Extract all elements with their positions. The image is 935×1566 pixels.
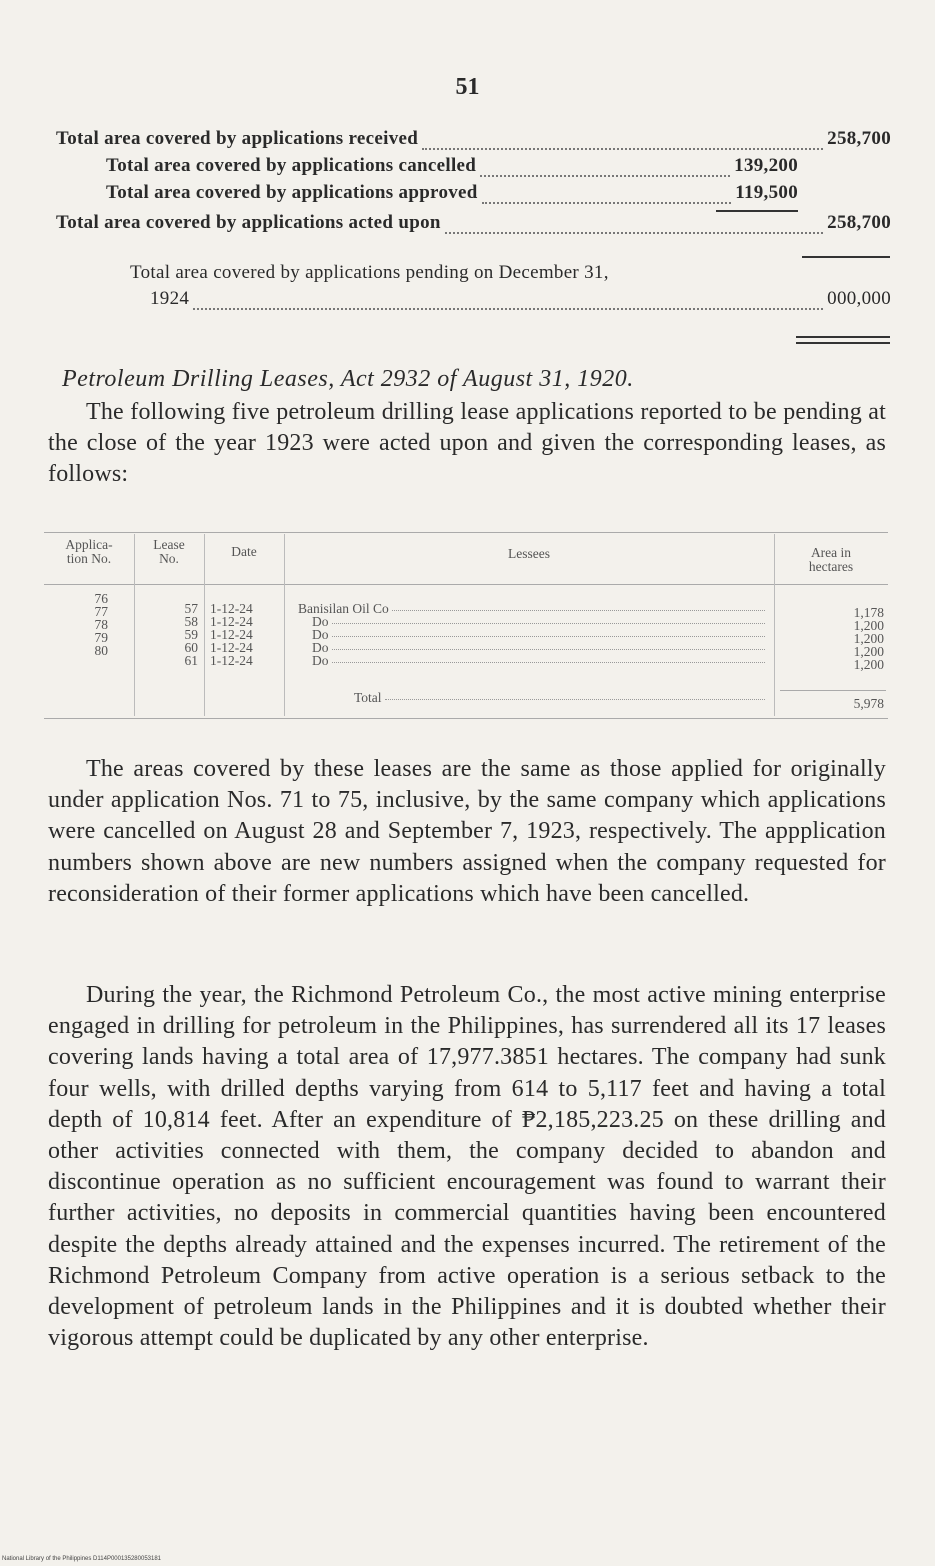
header-text: Date [231,544,257,559]
table-cell: Banisilan Oil Co [298,601,389,616]
summary-label: Total area covered by applications cancelled [106,155,477,176]
summary-label: Total area covered by applications acted upon [56,212,441,233]
table-cell: 1-12-24 [210,627,253,642]
column-application-no [44,592,108,657]
lessee-row [312,627,768,640]
table-cell: 77 [94,604,108,619]
column-divider [204,534,205,716]
table-cell: 58 [184,614,198,629]
table-cell: 1-12-24 [210,614,253,629]
header-application-no [44,538,134,566]
total-rule [802,256,890,258]
column-lease-no [156,602,198,667]
table-cell: 1,200 [853,631,884,646]
summary-row-approved [106,182,798,210]
summary-row-pending-line1 [130,262,830,290]
summary-row-received [56,128,891,156]
library-footer-note: National Library of the Philippines D114P000135280053181 [2,1556,162,1562]
total-row [354,690,768,703]
column-divider [284,534,285,716]
table-cell: 61 [184,653,198,668]
leader-dots [332,649,766,650]
leader-dots [332,623,766,624]
lease-table [44,526,888,720]
leader-dots [332,662,766,663]
table-cell: 1-12-24 [210,640,253,655]
table-cell: 59 [184,627,198,642]
summary-value: 139,200 [734,155,798,176]
summary-value: 258,700 [827,212,891,233]
header-text: Applica- [65,537,113,552]
leader-dots [392,610,765,611]
lessee-row [312,653,768,666]
lessee-row [298,601,768,614]
lessee-row [312,614,768,627]
section-heading: Petroleum Drilling Leases, Act 2932 of August 31, 1920. [62,366,634,392]
header-text: hectares [808,559,854,574]
summary-row-cancelled [106,155,798,183]
total-label: Total [354,690,382,705]
table-cell: 60 [184,640,198,655]
column-area [780,606,884,671]
header-text: No. [159,551,179,566]
lessee-row [312,640,768,653]
header-rule [44,584,888,585]
table-cell: 76 [94,591,108,606]
header-lease-no [134,538,204,566]
table-cell: Do [312,640,329,655]
pending-label-line2: 1924 [150,288,190,309]
leader-dots [193,308,823,310]
paragraph-richmond: During the year, the Richmond Petroleum Co., the most active mining enterprise engaged in drilling for petroleum in the Philippines, has surrendered all its 17 leases covering lands having a total area of 17,977.3851 hectares. The company had sunk four wells, with drilled depths varying from 614 to 5,117 feet and having a total depth of 10,814 feet. After an expenditure of ₱2,185,223.25 on these drilling and other activities connected with them, the company decided to abandon and discontinue operation as no sufficient encouragement was found to warrant their further activities, no deposits in commercial quantities having been encountered despite the depths already attained and the expenses incurred. The retirement of the Richmond Petroleum Company from active operation is a serious setback to the development of petroleum lands in the Philippines and it is doubted whether their vigorous attempt could be duplicated by any other enterprise. [48,982,886,1352]
header-lessees [284,547,774,561]
header-text: Lease [153,537,185,552]
total-value: 5,978 [853,696,884,711]
table-cell: 1-12-24 [210,601,253,616]
intro-paragraph: The following five petroleum drilling lease applications reported to be pending at the close of the year 1923 were acted upon and given the corresponding leases, as follows: [48,399,886,487]
header-text: tion No. [66,551,112,566]
leader-dots [422,148,823,150]
summary-row-acted-upon [56,212,891,240]
table-cell: Do [312,653,329,668]
table-cell: 78 [94,617,108,632]
table-bottom-rule [44,718,888,719]
summary-label: Total area covered by applications approved [106,182,478,203]
table-cell: 1-12-24 [210,653,253,668]
header-area [774,546,888,574]
leader-dots [480,175,730,177]
pending-value: 000,000 [827,288,891,309]
table-cell: 1,200 [853,644,884,659]
table-cell: 1,178 [853,605,884,620]
leader-dots [445,232,823,234]
table-top-rule [44,532,888,533]
table-cell: Do [312,614,329,629]
pending-label-line1: Total area covered by applications pending on December 31, [130,262,609,283]
leader-dots [385,699,765,700]
table-cell: 57 [184,601,198,616]
summary-label: Total area covered by applications received [56,128,419,149]
header-text: Lessees [508,546,550,561]
table-cell: 79 [94,630,108,645]
table-cell: 80 [94,643,108,658]
header-text: Area in [810,545,852,560]
column-date [210,602,282,667]
summary-value: 119,500 [735,182,798,203]
table-cell: 1,200 [853,618,884,633]
total-rule [780,690,886,691]
table-cell: Do [312,627,329,642]
header-date [204,545,284,559]
table-cell: 1,200 [853,657,884,672]
summary-row-pending-line2 [150,288,891,316]
leader-dots [482,202,732,204]
paragraph-lease-note: The areas covered by these leases are the same as those applied for originally under application Nos. 71 to 75, inclusive, by the same company which applications were cancelled on August 28 and September 7, 1923, respectively. The appplication numbers shown above are new numbers assigned when the company requested for reconsideration of their former applications which have been cancelled. [48,756,886,907]
page-number: 51 [455,74,480,100]
leader-dots [332,636,766,637]
double-rule-bottom [796,342,890,344]
summary-value: 258,700 [827,128,891,149]
double-rule-top [796,336,890,338]
